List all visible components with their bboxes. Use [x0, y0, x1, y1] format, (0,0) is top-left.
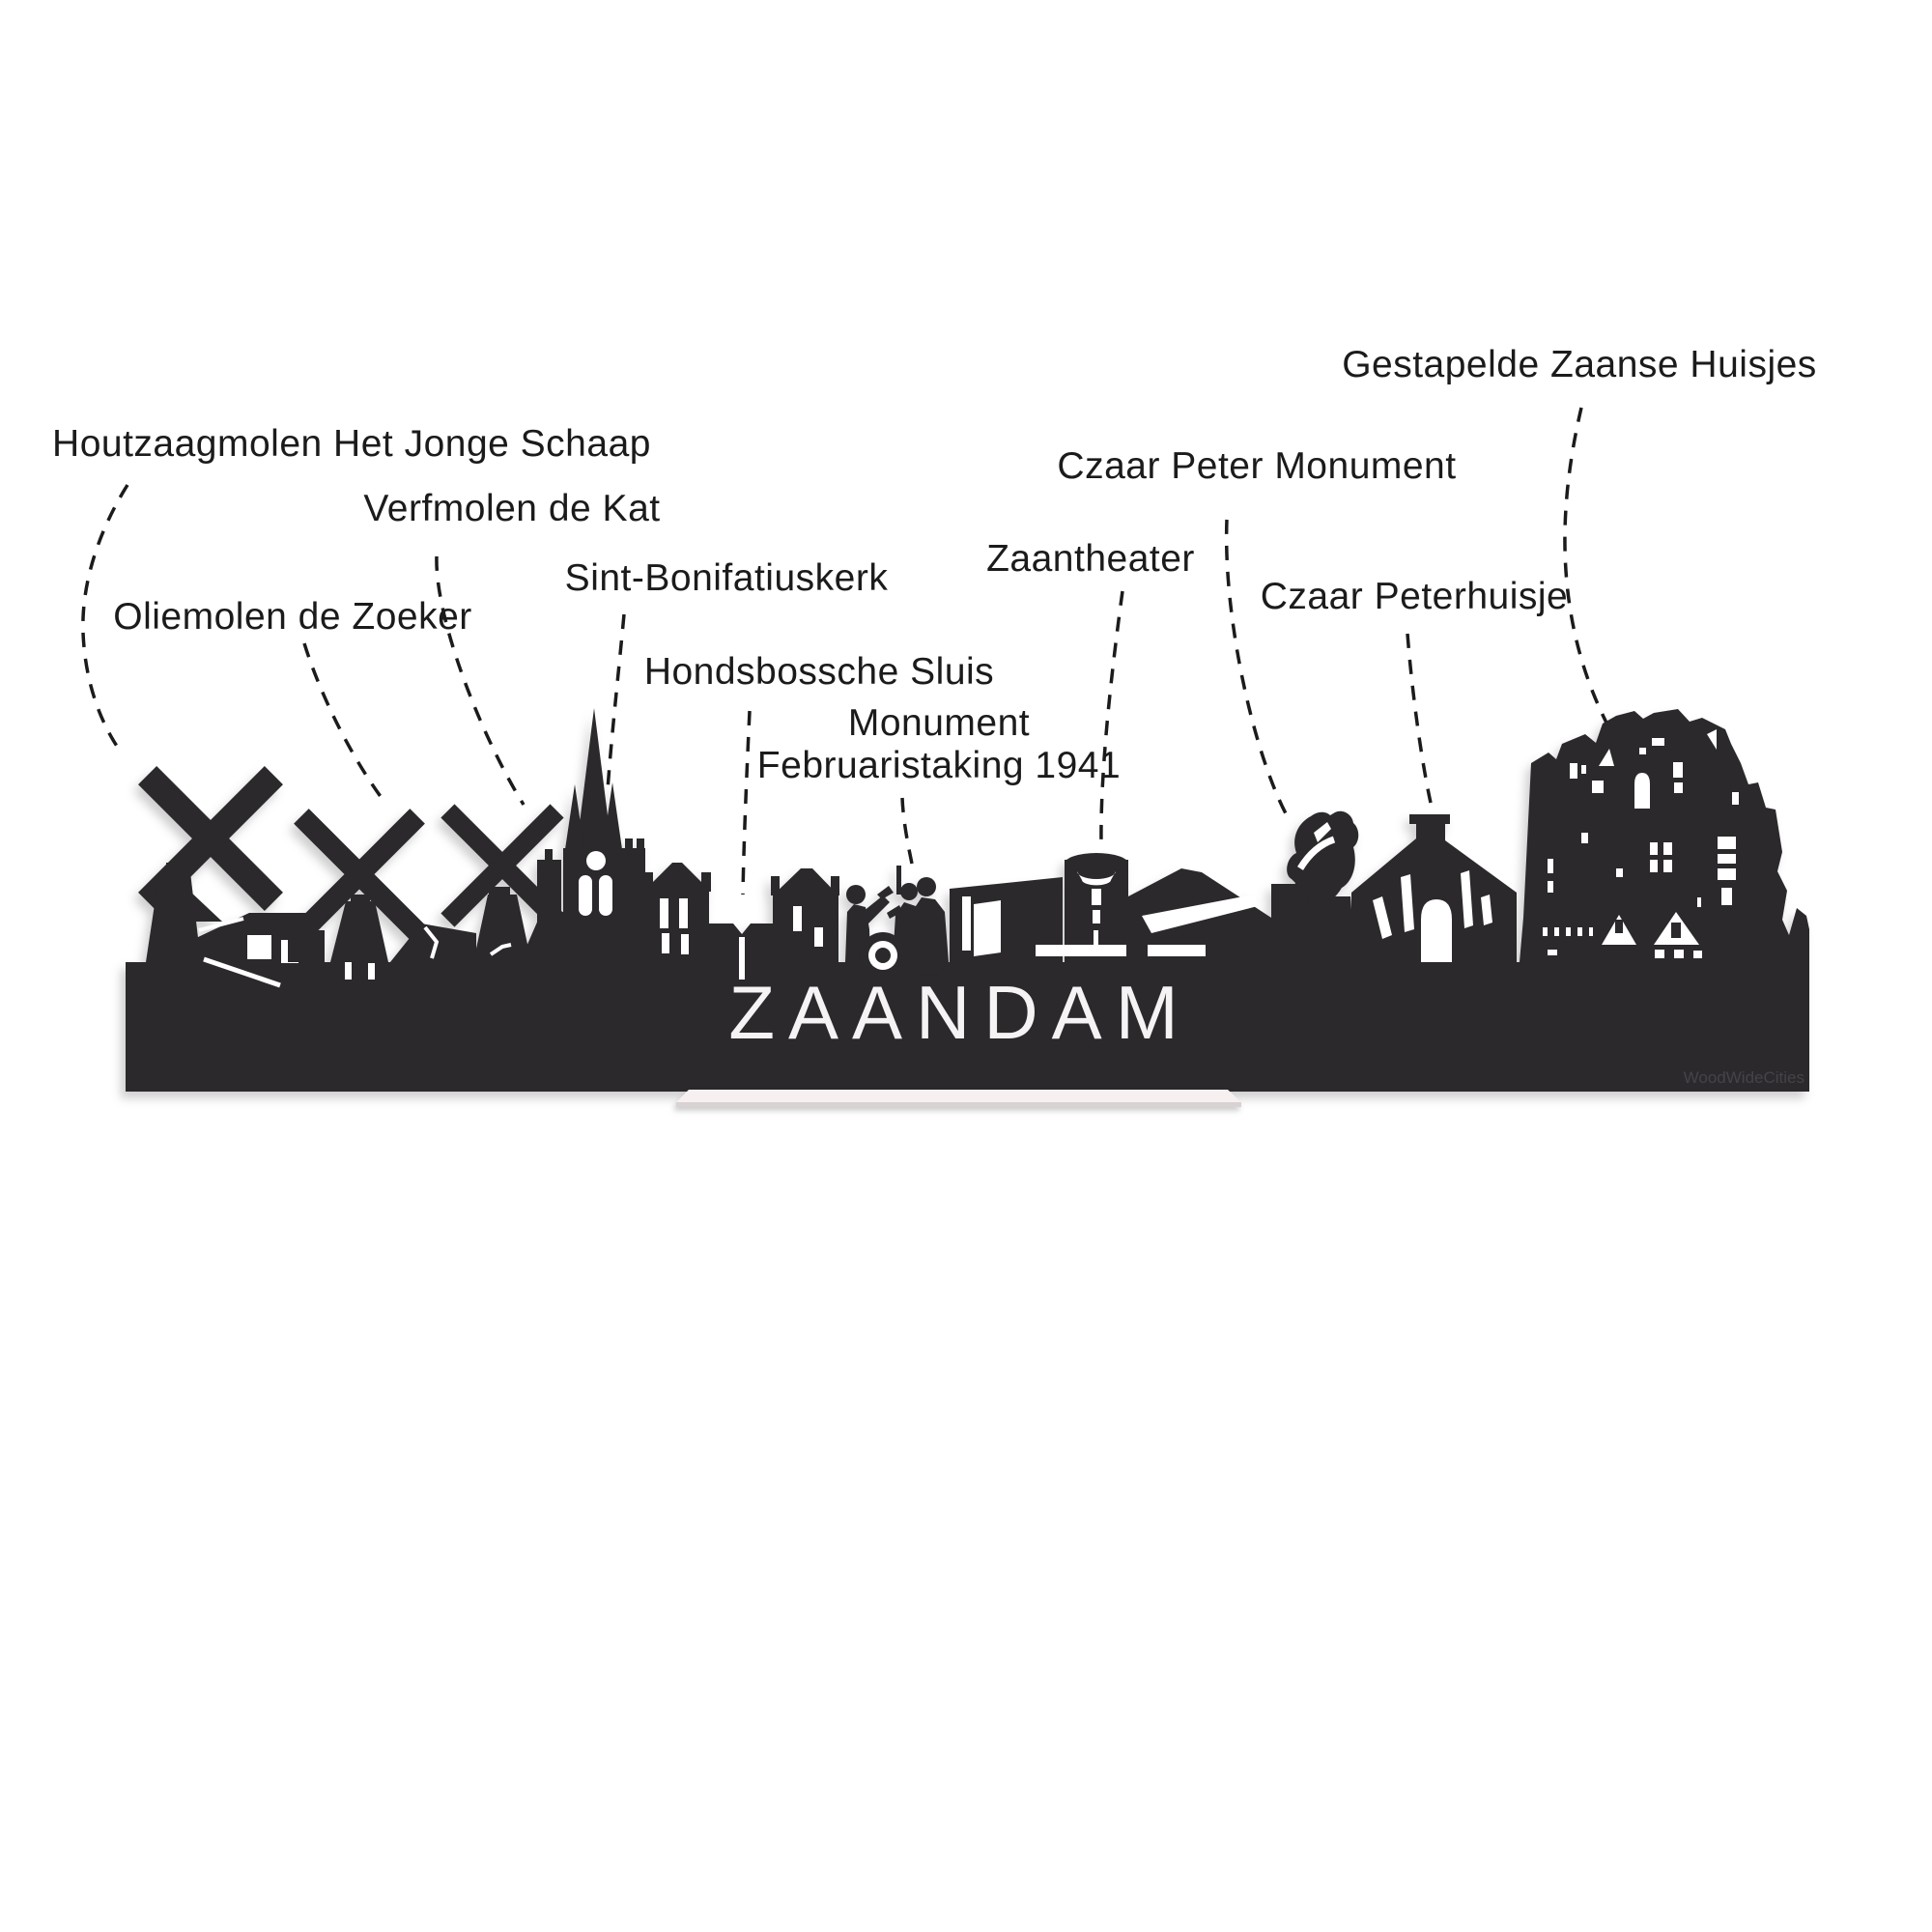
leader-gestapelde-huisjes	[1565, 408, 1610, 730]
label-oliemolen-de-zoeker: Oliemolen de Zoeker	[113, 596, 472, 638]
label-monument-line1: Monument	[847, 702, 1031, 744]
monument-februaristaking-silhouette	[845, 866, 949, 979]
label-sint-bonifatiuskerk: Sint-Bonifatiuskerk	[564, 557, 889, 599]
stand-top-face	[676, 1090, 1241, 1102]
label-verfmolen-de-kat: Verfmolen de Kat	[363, 488, 661, 529]
row-house-b-silhouette	[771, 868, 839, 962]
gestapelde-zaanse-huisjes-silhouette	[1520, 709, 1809, 962]
label-czaar-peterhuisje: Czaar Peterhuisje	[1260, 576, 1569, 617]
label-hondsbossche-sluis: Hondsbossche Sluis	[643, 651, 995, 693]
leader-hondsbossche-sluis	[743, 711, 750, 895]
city-name-cutout: ZAANDAM	[728, 970, 1192, 1055]
label-houtzaagmolen-het-jonge-schaap: Houtzaagmolen Het Jonge Schaap	[52, 423, 651, 465]
leader-monument-februaristaking	[902, 798, 912, 864]
czaar-peter-monument-silhouette	[1271, 811, 1358, 964]
label-czaar-peter-monument: Czaar Peter Monument	[1057, 445, 1457, 487]
watermark: WoodWideCities	[1683, 1068, 1804, 1087]
row-house-a-silhouette	[643, 863, 711, 962]
label-monument-februaristaking-1941	[757, 702, 1121, 787]
label-monument-line2: Februaristaking 1941	[756, 745, 1122, 786]
label-zaantheater: Zaantheater	[986, 538, 1195, 580]
label-gestapelde-zaanse-huisjes: Gestapelde Zaanse Huisjes	[1342, 344, 1817, 385]
display-stand	[676, 1090, 1241, 1107]
leader-verfmolen	[437, 556, 524, 805]
leader-czaar-peterhuisje	[1407, 634, 1431, 803]
leader-sint-bonifatiuskerk	[608, 614, 624, 790]
leader-czaar-peter-monument	[1227, 520, 1287, 815]
czaar-peterhuisje-silhouette	[1351, 814, 1517, 962]
zaantheater-silhouette	[950, 853, 1271, 964]
leader-oliemolen	[304, 643, 384, 802]
stand-front-edge	[676, 1102, 1241, 1107]
